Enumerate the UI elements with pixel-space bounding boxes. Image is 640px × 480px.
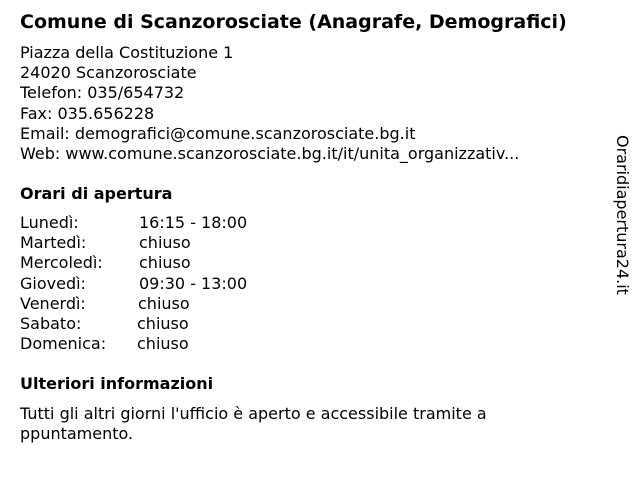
day-hours: 09:30 - 13:00 (139, 273, 248, 293)
day-label: Mercoledì: (20, 253, 103, 273)
day-hours: chiuso (139, 233, 191, 253)
day-label: Giovedì: (20, 273, 86, 293)
contact-block (20, 43, 519, 164)
address-line: Piazza della Costituzione 1 (20, 43, 234, 62)
day-label: Lunedì: (20, 213, 79, 232)
fax-line: Fax: 035.656228 (20, 103, 155, 123)
site-watermark: Oraridiapertura24.it (613, 135, 632, 295)
day-label: Domenica: (20, 334, 107, 354)
postal-city: 24020 Scanzorosciate (20, 63, 197, 83)
day-hours: chiuso (139, 253, 191, 273)
more-info-text: Tutti gli altri giorni l'ufficio è aperto e accessibile tramite a ppuntamento. (20, 404, 487, 444)
phone-line: Telefon: 035/654732 (20, 83, 185, 103)
page-title: Comune di Scanzorosciate (Anagrafe, Demografici) (20, 11, 567, 33)
day-hours: chiuso (138, 293, 190, 313)
opening-hours-heading: Orari di apertura (20, 184, 173, 203)
day-hours: chiuso (137, 334, 189, 354)
email-line: Email: demografici@comune.scanzorosciate.bg.it (20, 123, 416, 143)
day-hours: 16:15 - 18:00 (139, 213, 248, 232)
more-info-heading: Ulteriori informazioni (20, 374, 214, 393)
web-line: Web: www.comune.scanzorosciate.bg.it/it/unita_organizzativ... (20, 144, 520, 164)
day-hours: chiuso (137, 313, 189, 333)
day-label: Martedì: (20, 233, 87, 253)
day-label: Venerdì: (20, 293, 86, 313)
day-label: Sabato: (20, 313, 82, 333)
